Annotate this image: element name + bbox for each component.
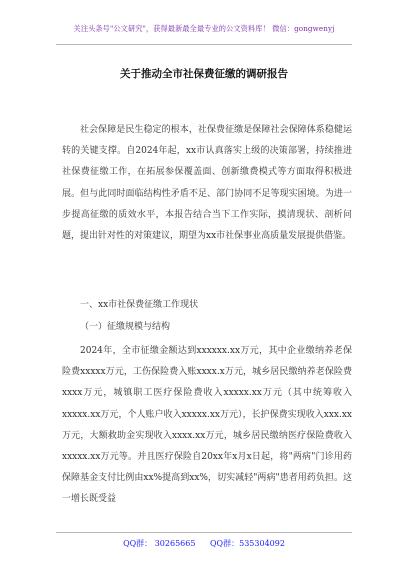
intro-paragraph bbox=[62, 120, 352, 247]
footer bbox=[0, 538, 408, 549]
body-paragraph-text: 2024年，全市征缴金额达到xxxxxx.xx万元，其中企业缴纳养老保险费xxxxx万元，工伤保险费入账xxxx.x万元，城乡居民缴纳养老保险费xxxx万元，城镇职工医疗保险费收入xxxxx.xx万元（其中统筹收入xxxxx.xx万元，个人账户收入xxxxx.xx万元），长护保费实现收入xxx.xx万元，大额救助金实现收入xxxx.xx万元，城乡居民缴纳医疗保险费收入xxxxx.xx万元等。并且医疗保险自20xx年x月x日起，将"两病"门诊用药保障基金支付比例由xx%提高到xx%，切实减轻"两病"患者用药负担。这一增长既受益 bbox=[62, 346, 352, 505]
footer-qq-group-2: QQ群：535304092 bbox=[210, 539, 285, 548]
document-title: 关于推动全市社保费征缴的调研报告 bbox=[120, 68, 288, 80]
body-paragraph bbox=[62, 341, 352, 511]
section-heading: 一、xx市社保费征缴工作现状 bbox=[80, 300, 199, 310]
footer-divider bbox=[56, 532, 352, 533]
header-divider bbox=[56, 44, 352, 45]
subsection-heading: （一）征缴规模与结构 bbox=[80, 322, 171, 332]
footer-qq-group-1: QQ群： 30265665 bbox=[123, 539, 196, 548]
intro-text: 社会保障是民生稳定的根本，社保费征缴是保障社会保障体系稳健运转的关键支撑。自2024年起，xx市认真落实上级的决策部署，持续推进社保费征缴工作，在拓展参保覆盖面、创新缴费模式等方面取得积极进展。但与此同时面临结构性矛盾不足、部门协同不足等现实困境。为进一步提高征缴的质效水平，本报告结合当下工作实际，摸清现状、剖析问题，提出针对性的对策建议，期望为xx市社保事业高质量发展提供借鉴。 bbox=[62, 125, 352, 242]
header-banner: 关注头条号"公文研究"，获得最新最全最专业的公文资料库！ 微信：gongwenyj bbox=[73, 24, 335, 33]
